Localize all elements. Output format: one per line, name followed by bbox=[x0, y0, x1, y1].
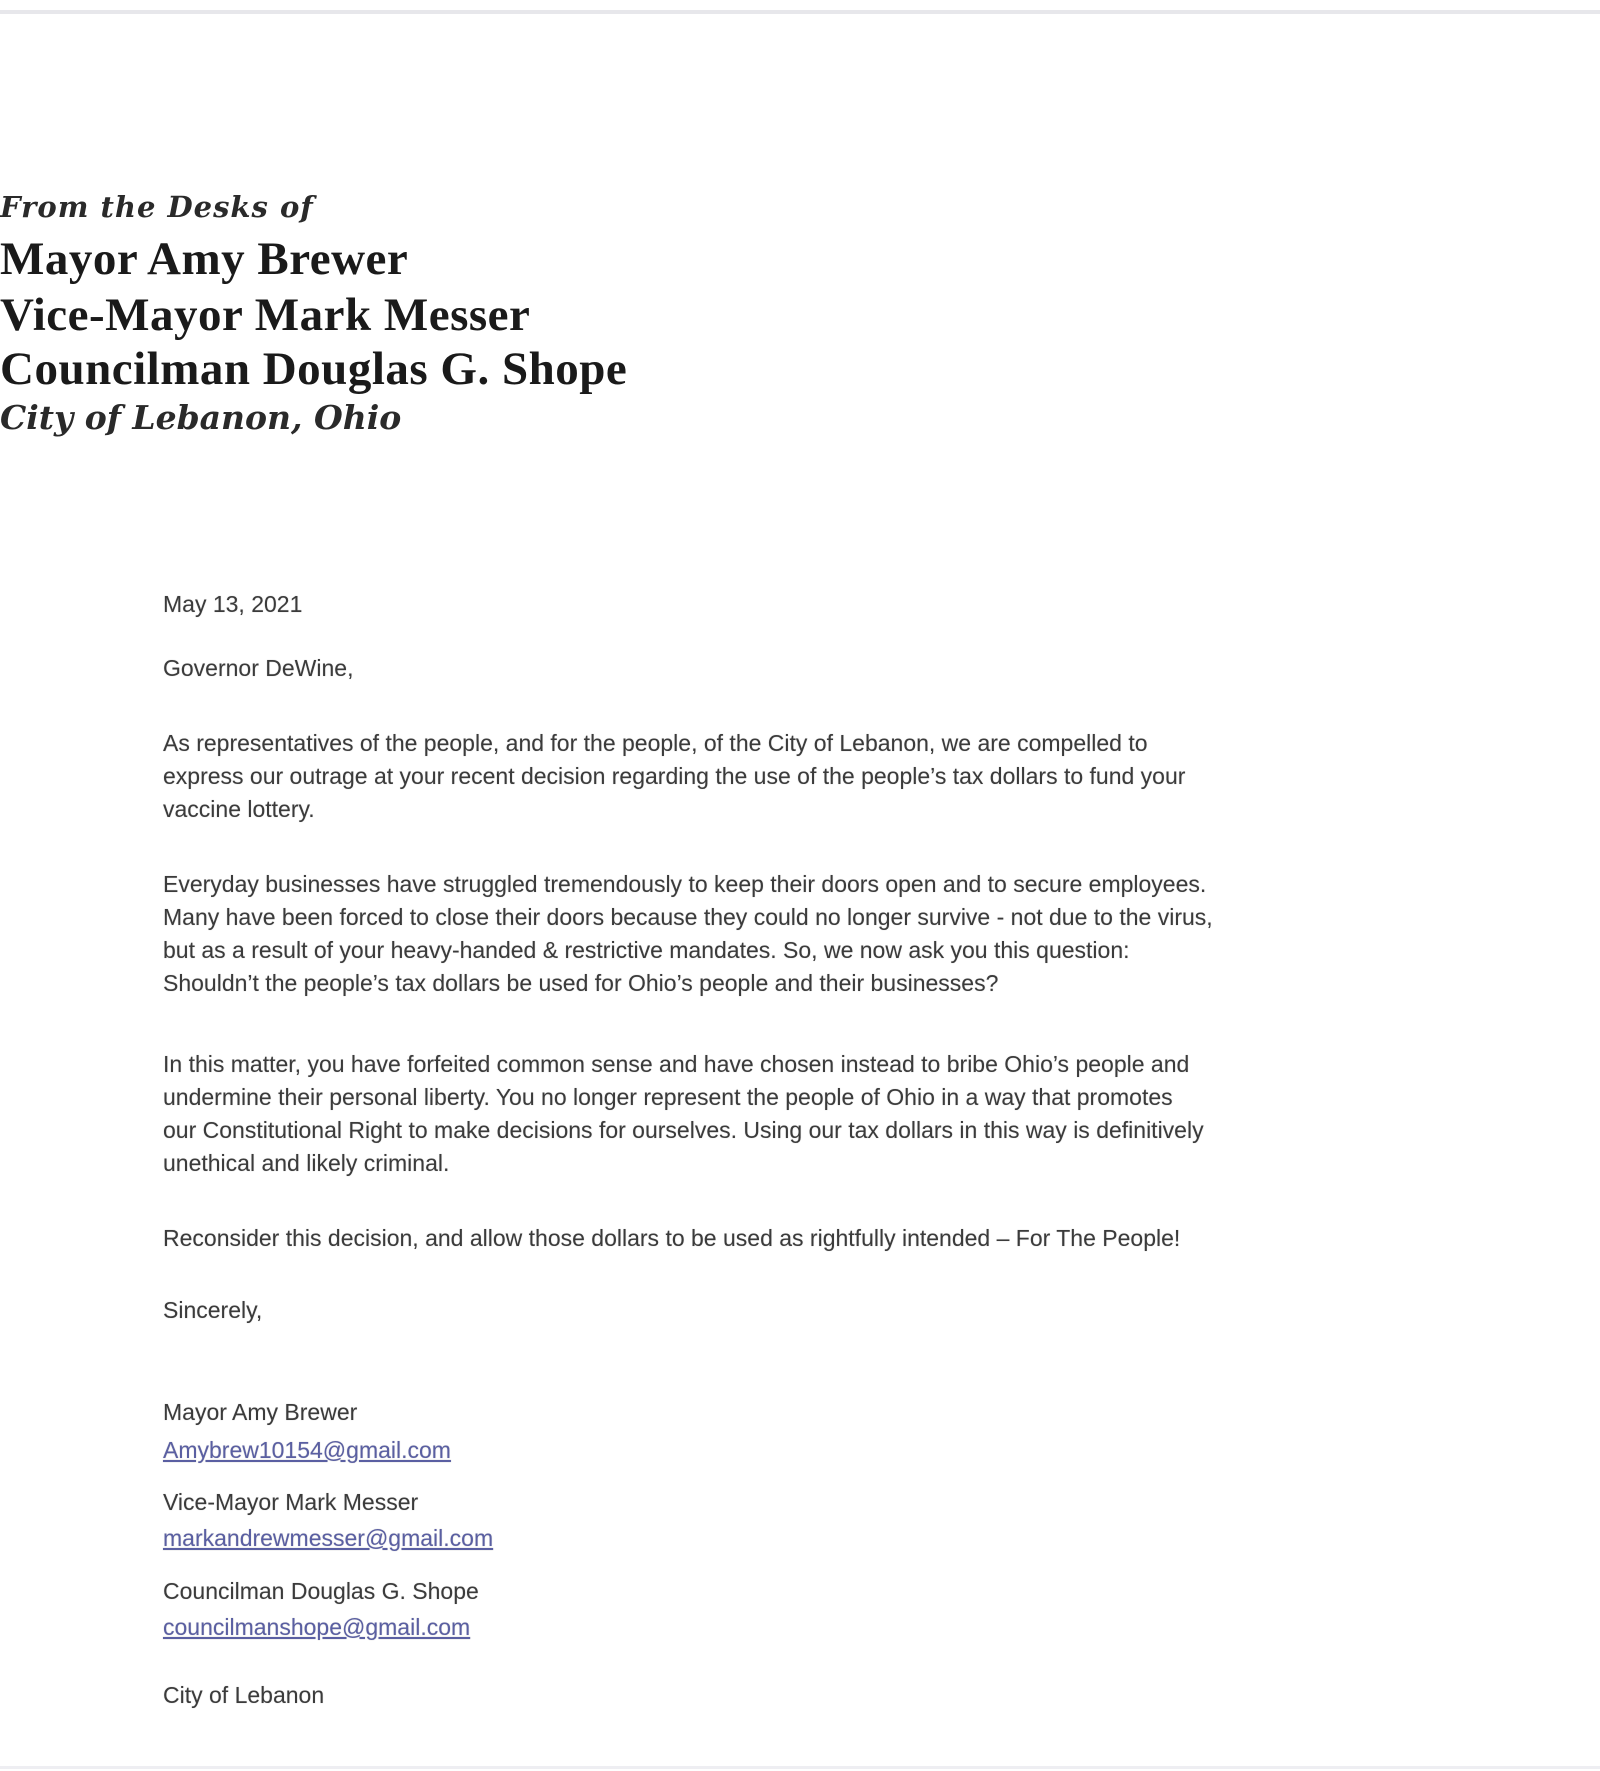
paragraph-line: As representatives of the people, and for the people, of the City of Lebanon, we are compelled to bbox=[163, 730, 1148, 756]
letterhead-city-line: City of Lebanon, Ohio bbox=[0, 398, 402, 437]
letter-salutation: Governor DeWine, bbox=[163, 655, 354, 681]
paragraph-line: undermine their personal liberty. You no longer represent the people of Ohio in a way that promotes bbox=[163, 1084, 1173, 1110]
paragraph-line: express our outrage at your recent decision regarding the use of the people’s tax dollars to fund your bbox=[163, 763, 1186, 789]
letter-closing: Sincerely, bbox=[163, 1297, 263, 1323]
letterhead-name-vice-mayor: Vice-Mayor Mark Messer bbox=[0, 289, 531, 341]
paragraph-line: but as a result of your heavy-handed & restrictive mandates. So, we now ask you this question: bbox=[163, 937, 1130, 963]
letterhead-name-councilman: Councilman Douglas G. Shope bbox=[0, 343, 628, 395]
paragraph-line: vaccine lottery. bbox=[163, 796, 315, 822]
paragraph-line: In this matter, you have forfeited common sense and have chosen instead to bribe Ohio’s people and bbox=[163, 1051, 1190, 1077]
paragraph-line: Shouldn’t the people’s tax dollars be used for Ohio’s people and their businesses? bbox=[163, 970, 999, 996]
signer-email-link[interactable]: markandrewmesser@gmail.com bbox=[163, 1525, 494, 1551]
paragraph-line: Many have been forced to close their doors because they could no longer survive - not due to the virus, bbox=[163, 904, 1213, 930]
paragraph bbox=[163, 1048, 1204, 1180]
signer-email-link[interactable]: councilmanshope@gmail.com bbox=[163, 1614, 471, 1640]
organization-name: City of Lebanon bbox=[163, 1682, 325, 1708]
letter-date: May 13, 2021 bbox=[163, 591, 303, 617]
letterhead-name-mayor: Mayor Amy Brewer bbox=[0, 233, 409, 285]
paragraph bbox=[163, 868, 1213, 1000]
signer-name: Mayor Amy Brewer bbox=[163, 1399, 358, 1425]
signer-email-link[interactable]: Amybrew10154@gmail.com bbox=[163, 1437, 451, 1463]
letterhead-from-line: From the Desks of bbox=[0, 190, 314, 224]
paragraph-line: Reconsider this decision, and allow those dollars to be used as rightfully intended – For The People! bbox=[163, 1225, 1181, 1251]
signer-name: Vice-Mayor Mark Messer bbox=[163, 1489, 419, 1515]
top-divider bbox=[0, 10, 1600, 14]
paragraph-line: unethical and likely criminal. bbox=[163, 1150, 450, 1176]
paragraph bbox=[163, 727, 1185, 826]
paragraph bbox=[163, 1222, 1180, 1255]
paragraph-line: our Constitutional Right to make decisions for ourselves. Using our tax dollars in this way is definitively bbox=[163, 1117, 1204, 1143]
signer-name: Councilman Douglas G. Shope bbox=[163, 1578, 479, 1604]
paragraph-line: Everyday businesses have struggled tremendously to keep their doors open and to secure employees. bbox=[163, 871, 1207, 897]
bottom-divider bbox=[0, 1766, 1600, 1769]
